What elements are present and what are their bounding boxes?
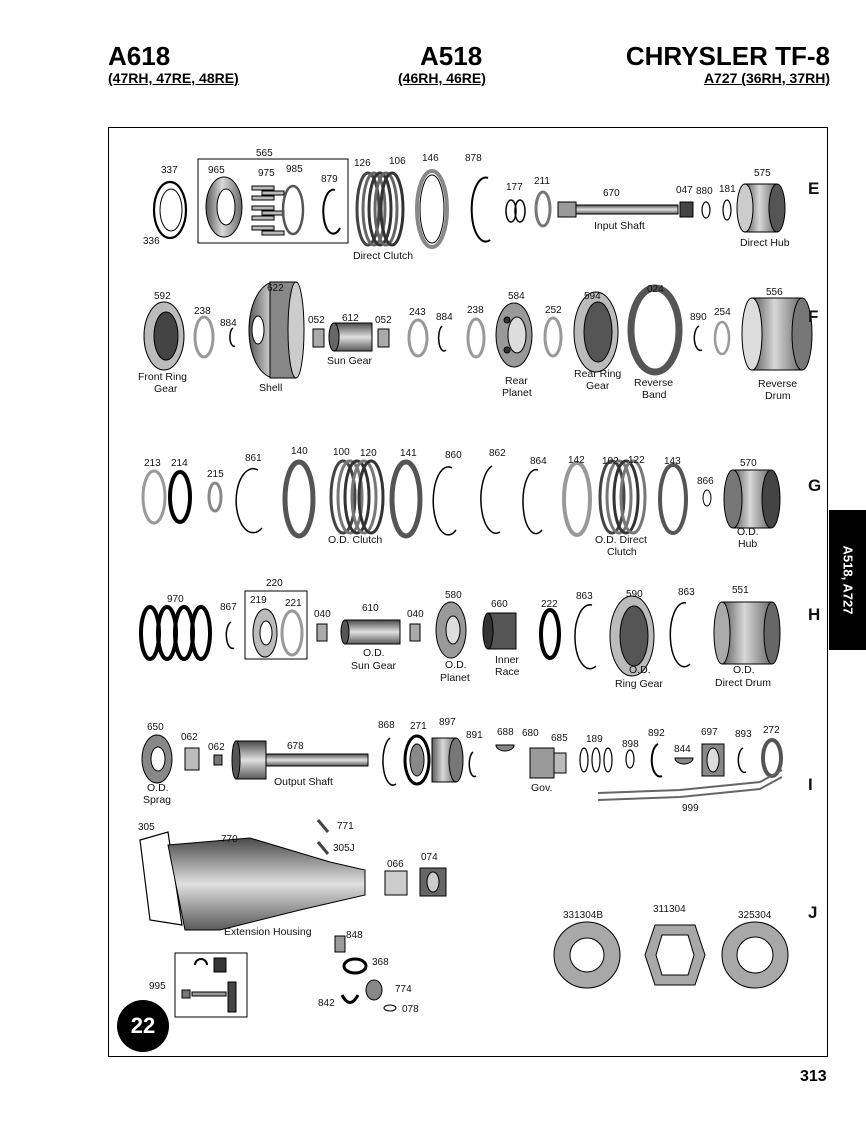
part-660-inner-race <box>483 613 516 649</box>
part-863-snapring-a <box>575 605 596 669</box>
part-label: 892 <box>648 728 665 739</box>
part-label: 040 <box>407 609 424 620</box>
row-label-j: J <box>808 903 818 922</box>
part-610-od-sun-gear <box>341 620 400 644</box>
part-368-oring <box>344 959 366 973</box>
part-label: 213 <box>144 458 161 469</box>
part-label: 999 <box>682 803 699 814</box>
part-311304-gasket <box>645 925 705 985</box>
part-label: 897 <box>439 717 456 728</box>
part-866-ring <box>703 490 711 506</box>
part-label: 024 <box>647 284 664 295</box>
part-label: 670 <box>603 188 620 199</box>
caption-shell: Shell <box>259 382 283 394</box>
part-label: 880 <box>696 186 713 197</box>
row-label-e: E <box>808 179 820 198</box>
caption-od-direct-clutch-2: Clutch <box>607 546 637 558</box>
caption-reverse-drum-1: Reverse <box>758 378 798 390</box>
part-142-plate <box>564 463 590 535</box>
part-222-seal <box>541 610 559 658</box>
part-214-ring <box>170 472 190 522</box>
part-864-snapring <box>523 470 542 534</box>
part-label: 551 <box>732 585 749 596</box>
part-label: 106 <box>389 156 406 167</box>
caption-output-shaft: Output Shaft <box>274 776 333 788</box>
part-842-clip <box>342 995 358 1003</box>
part-label: 120 <box>360 448 377 459</box>
part-074-seal <box>420 868 446 896</box>
part-label: 612 <box>342 313 359 324</box>
part-label: 140 <box>291 446 308 457</box>
caption-od-direct-drum-1: O.D. <box>733 664 755 676</box>
part-label: 102 <box>602 456 619 467</box>
part-label: 243 <box>409 307 426 318</box>
caption-direct-clutch: Direct Clutch <box>353 250 414 262</box>
row-label-i: I <box>808 775 813 794</box>
part-878-snapring <box>472 178 490 242</box>
part-label: 884 <box>220 318 237 329</box>
part-label: 771 <box>337 821 354 832</box>
caption-od-ring-gear-2: Ring Gear <box>615 678 663 690</box>
part-238-washer-a <box>195 317 213 357</box>
part-label: 650 <box>147 722 164 733</box>
part-label: 848 <box>346 930 363 941</box>
part-label: 879 <box>321 174 338 185</box>
caption-reverse-band-1: Reverse <box>634 377 674 389</box>
part-label: 844 <box>674 744 691 755</box>
caption-front-ring-gear-2: Gear <box>154 383 178 395</box>
center-model-title: A518 <box>420 41 483 71</box>
part-867-ring <box>226 622 234 648</box>
caption-extension-housing: Extension Housing <box>224 926 312 938</box>
part-label: 680 <box>522 728 539 739</box>
part-052-bushing-a <box>313 329 324 347</box>
part-040-bushing-b <box>410 624 420 641</box>
part-863-snapring-b <box>670 603 690 667</box>
caption-direct-hub: Direct Hub <box>740 237 790 249</box>
row-label-f: F <box>808 307 819 326</box>
part-897-bearing-housing <box>432 738 463 782</box>
center-model-subtitle: (46RH, 46RE) <box>398 70 486 86</box>
caption-front-ring-gear-1: Front Ring <box>138 371 188 383</box>
part-label: 898 <box>622 739 639 750</box>
part-052-bushing-b <box>378 329 389 347</box>
part-label: 220 <box>266 578 283 589</box>
part-label: 970 <box>167 594 184 605</box>
part-label: 040 <box>314 609 331 620</box>
caption-inner-race-1: Inner <box>495 654 519 666</box>
part-label: 995 <box>149 981 166 992</box>
part-066-bushing <box>385 871 407 895</box>
part-100-120-od-clutch-pack <box>331 461 383 533</box>
part-024-reverse-band <box>631 288 679 372</box>
part-label: 575 <box>754 168 771 179</box>
part-label: 592 <box>154 291 171 302</box>
part-label: 590 <box>626 589 643 600</box>
part-label: 866 <box>697 476 714 487</box>
part-592-front-ring-gear <box>144 302 184 370</box>
left-model-title: A618 <box>108 41 171 71</box>
part-141-plate <box>392 462 420 536</box>
caption-od-sprag-1: O.D. <box>147 782 169 794</box>
part-label: 584 <box>508 291 525 302</box>
part-label: 867 <box>220 602 237 613</box>
part-337-ring <box>154 182 186 238</box>
part-331304B-gasket <box>554 922 620 988</box>
part-213-ring <box>143 471 165 523</box>
row-j-gaskets <box>554 922 788 988</box>
part-label: 685 <box>551 733 568 744</box>
part-label: 066 <box>387 859 404 870</box>
part-label: 215 <box>207 469 224 480</box>
part-995-kit <box>182 958 236 1012</box>
part-label: 688 <box>497 727 514 738</box>
part-688-weight <box>496 745 514 751</box>
part-594-rear-ring-gear <box>574 292 618 372</box>
chapter-badge: 22 <box>117 1000 169 1052</box>
part-label: 252 <box>545 305 562 316</box>
part-040-bushing-a <box>317 624 327 641</box>
part-label: 570 <box>740 458 757 469</box>
part-label: 062 <box>181 732 198 743</box>
part-label: 142 <box>568 455 585 466</box>
caption-od-hub-1: O.D. <box>737 526 759 538</box>
part-label: 221 <box>285 598 302 609</box>
part-884-ring-b <box>439 326 446 351</box>
page-number: 313 <box>800 1068 827 1085</box>
part-862-snapring <box>481 466 500 533</box>
part-label: 336 <box>143 236 160 247</box>
part-047-bushing <box>680 202 693 217</box>
caption-reverse-band-2: Band <box>642 389 667 401</box>
part-848-gear <box>335 936 345 952</box>
part-label: 238 <box>467 305 484 316</box>
row-label-h: H <box>808 605 821 624</box>
part-771-305J-bolts <box>318 820 328 854</box>
part-label: 884 <box>436 312 453 323</box>
caption-od-sun-gear-2: Sun Gear <box>351 660 396 672</box>
part-label: 697 <box>701 727 718 738</box>
part-label: 556 <box>766 287 783 298</box>
part-label: 610 <box>362 603 379 614</box>
part-label: 311304 <box>653 904 686 915</box>
part-551-od-direct-drum <box>714 602 780 664</box>
part-221-seal <box>282 611 302 655</box>
part-label: 078 <box>402 1004 419 1015</box>
caption-rear-ring-gear-2: Gear <box>586 380 610 392</box>
caption-od-sun-gear-1: O.D. <box>363 647 385 659</box>
part-893-snapring <box>738 748 746 772</box>
part-label: 860 <box>445 450 462 461</box>
part-336-ring <box>160 189 182 231</box>
part-622-shell <box>249 282 304 378</box>
part-697-support <box>702 744 724 776</box>
part-label: 100 <box>333 447 350 458</box>
part-271-bearing <box>405 736 429 784</box>
part-label: 863 <box>576 591 593 602</box>
caption-od-direct-drum-2: Direct Drum <box>715 677 772 689</box>
part-label: 052 <box>308 315 325 326</box>
caption-rear-planet-1: Rear <box>505 375 528 387</box>
part-078-oring <box>384 1005 396 1011</box>
part-575-direct-hub <box>737 184 785 232</box>
part-892-snapring <box>652 744 662 776</box>
part-181-ring <box>723 200 731 220</box>
part-label: 893 <box>735 729 752 740</box>
part-label: 565 <box>256 148 273 159</box>
part-label: 868 <box>378 720 395 731</box>
part-584-rear-planet <box>496 303 532 367</box>
part-label: 143 <box>664 456 681 467</box>
part-975-springs <box>252 186 284 235</box>
part-label: 331304B <box>563 910 604 921</box>
row-f-parts <box>144 282 812 378</box>
part-label: 660 <box>491 599 508 610</box>
part-label: 770 <box>221 834 238 845</box>
part-label: 214 <box>171 458 188 469</box>
caption-od-hub-2: Hub <box>738 538 758 550</box>
part-556-reverse-drum <box>742 298 812 370</box>
part-062-bushing-a <box>185 748 199 770</box>
part-062-bushing-b <box>214 755 222 765</box>
part-label: 181 <box>719 184 736 195</box>
caption-inner-race-2: Race <box>495 666 520 678</box>
part-254-washer <box>715 322 729 354</box>
part-label: 890 <box>690 312 707 323</box>
part-844-weight <box>675 758 693 764</box>
caption-reverse-drum-2: Drum <box>765 390 791 402</box>
part-label: 219 <box>250 595 267 606</box>
part-774-adapter <box>366 980 382 1000</box>
row-e-parts <box>154 159 785 247</box>
part-label: 272 <box>763 725 780 736</box>
part-label: 238 <box>194 306 211 317</box>
part-868-snapring <box>383 738 396 785</box>
caption-input-shaft: Input Shaft <box>594 220 645 232</box>
part-891-snapring <box>469 752 476 777</box>
part-label: 222 <box>541 599 558 610</box>
part-143-plate <box>660 465 686 533</box>
part-label: 842 <box>318 998 335 1009</box>
row-g-parts <box>143 461 780 536</box>
side-tab-label: A518, A727 <box>840 545 855 615</box>
part-238-washer-b <box>468 319 484 357</box>
part-680-685-governor <box>530 748 566 778</box>
part-label: 965 <box>208 165 225 176</box>
part-label: 254 <box>714 307 731 318</box>
caption-od-planet-2: Planet <box>440 672 470 684</box>
row-label-g: G <box>808 476 822 495</box>
part-label: 305 <box>138 822 155 833</box>
part-label: 337 <box>161 165 178 176</box>
part-189-rings <box>580 748 612 772</box>
part-label: 975 <box>258 168 275 179</box>
part-650-od-sprag <box>142 735 172 783</box>
caption-od-clutch: O.D. Clutch <box>328 534 383 546</box>
part-126-106-direct-clutch-pack <box>357 173 403 245</box>
part-label: 580 <box>445 590 462 601</box>
part-label: 678 <box>287 741 304 752</box>
caption-od-ring-gear-1: O.D. <box>629 664 651 676</box>
right-model-subtitle: A727 (36RH, 37RH) <box>703 70 830 86</box>
caption-od-sprag-2: Sprag <box>143 794 172 806</box>
part-570-od-hub <box>724 470 780 528</box>
caption-gov: Gov. <box>531 782 553 794</box>
part-label: 622 <box>267 283 284 294</box>
part-label: 141 <box>400 448 417 459</box>
part-label: 047 <box>676 185 693 196</box>
part-label: 074 <box>421 852 438 863</box>
right-model-title: CHRYSLER TF-8 <box>625 41 830 71</box>
part-999-tubes <box>598 770 782 800</box>
caption-od-planet-1: O.D. <box>445 659 467 671</box>
part-label: 122 <box>628 455 645 466</box>
part-label: 878 <box>465 153 482 164</box>
part-860-snapring <box>433 467 456 535</box>
part-140-plate <box>285 462 313 536</box>
caption-sun-gear: Sun Gear <box>327 355 372 367</box>
part-102-122-od-direct-clutch-pack <box>600 461 645 533</box>
left-model-subtitle: (47RH, 47RE, 48RE) <box>108 70 239 86</box>
part-211-washer <box>536 192 550 226</box>
part-970-springs <box>141 607 210 659</box>
part-612-sun-gear <box>329 323 372 351</box>
part-325304-gasket <box>722 922 788 988</box>
part-861-snapring <box>236 469 262 533</box>
part-label: 189 <box>586 734 603 745</box>
part-label: 271 <box>410 721 427 732</box>
part-884-ring-a <box>230 328 235 346</box>
part-890-ring <box>694 326 702 350</box>
part-879-snapring <box>323 190 340 234</box>
part-label: 305J <box>333 843 355 854</box>
part-label: 062 <box>208 742 225 753</box>
part-label: 146 <box>422 153 439 164</box>
part-label: 985 <box>286 164 303 175</box>
part-label: 863 <box>678 587 695 598</box>
part-label: 861 <box>245 453 262 464</box>
part-243-washer <box>409 320 427 356</box>
part-985-retainer <box>283 186 303 234</box>
part-captions <box>138 220 797 938</box>
caption-rear-planet-2: Planet <box>502 387 532 399</box>
caption-od-direct-clutch-1: O.D. Direct <box>595 534 647 546</box>
part-580-od-planet <box>436 602 466 658</box>
part-146-plate <box>417 171 447 247</box>
part-label: 211 <box>534 176 550 187</box>
part-label: 774 <box>395 984 412 995</box>
part-label: 862 <box>489 448 506 459</box>
part-label: 325304 <box>738 910 772 921</box>
part-252-washer <box>545 318 561 356</box>
part-898-ring <box>626 750 634 768</box>
part-272-bearing <box>763 740 781 776</box>
part-880-ring <box>702 202 710 218</box>
part-label: 891 <box>466 730 483 741</box>
part-label: 126 <box>354 158 371 169</box>
part-label: 368 <box>372 957 389 968</box>
part-label: 052 <box>375 315 392 326</box>
caption-rear-ring-gear-1: Rear Ring <box>574 368 622 380</box>
part-label: 864 <box>530 456 547 467</box>
part-label: 594 <box>584 291 601 302</box>
part-215-seal <box>209 483 221 511</box>
part-label: 177 <box>506 182 523 193</box>
